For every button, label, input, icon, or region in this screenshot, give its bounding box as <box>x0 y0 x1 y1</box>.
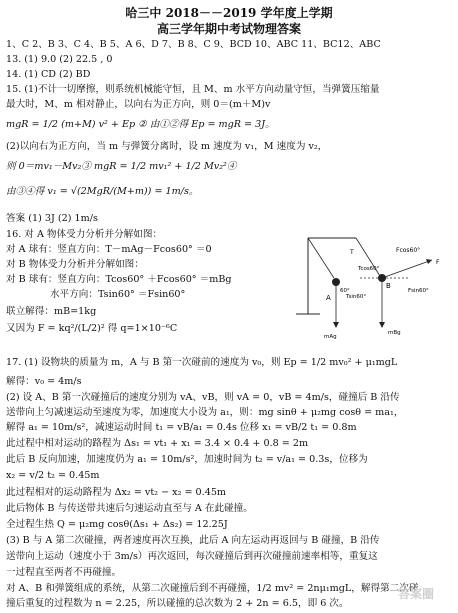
answer-line: 此过程中相对运动的路程为 Δs₁ = vt₁ + x₁ = 3.4 × 0.4 + 0.8 = 2m <box>6 438 309 449</box>
answer-line: 答案 (1) 3J (2) 1m/s <box>6 213 98 224</box>
answer-line: 则 0＝mv₁－Mv₂③ mgR = 1/2 mv₁² + 1/2 Mv₂²④ <box>6 161 237 172</box>
force-diagram <box>296 234 446 344</box>
answer-line: (2) 设 A、B 第一次碰撞后的速度分别为 vA、vB，则 vA = 0，vB = 4m/s，碰撞后 B 沿传 <box>6 392 400 403</box>
force-f-arrow <box>382 260 432 278</box>
label-f: F <box>436 259 440 266</box>
answer-line: 一过程直至两者不再碰撞。 <box>6 567 122 578</box>
answer-line: 14. (1) CD (2) BD <box>6 69 91 80</box>
label-t: T <box>350 249 354 256</box>
answer-line: 此过程相对的运动路程为 Δx₂ = vt₂ − x₂ = 0.45m <box>6 487 227 498</box>
watermark-text: 答案圈 <box>398 587 435 601</box>
answer-line: 此后 B 反向加速，加速度仍为 a₁ = 10m/s²，加速时间为 t₂ = v/a₁ = 0.3s，位移为 <box>6 454 368 465</box>
answer-line: 全过程生热 Q = μ₂mg cosθ(Δs₁ + Δs₂) = 12.25J <box>6 519 228 530</box>
label-mag: mAg <box>324 334 337 340</box>
answer-line: 解得 a₁ = 10m/s²，减速运动时间 t₁ = vB/a₁ = 0.4s 位移 x₁ = vB/2 t₁ = 0.8m <box>6 422 357 433</box>
answer-line: 对 A、B 和弹簧组成的系统，从第二次碰撞后到不再碰撞，1/2 mv² = 2nμ₁mgL，解得第二次碰 <box>6 583 419 594</box>
answer-line: 由③④得 v₁ = √(2MgR/(M+m)) = 1m/s。 <box>6 186 199 197</box>
arrowhead-icon <box>379 322 385 328</box>
label-a: A <box>326 294 331 302</box>
answer-line: 撞后重复的过程数为 n = 2.25，所以碰撞的总次数为 2 + 2n = 6.5，即 6 次。 <box>6 598 349 609</box>
answer-line: 最大时，M、m 相对静止，以向右为正方向，则 0＝(m＋M)v <box>6 99 271 110</box>
watermark-logo <box>396 579 452 607</box>
answer-line: 17. (1) 设物块的质量为 m，A 与 B 第一次碰前的速度为 v₀，则 Ep = 1/2 mv₀² + μ₁mgL <box>6 357 398 368</box>
answer-line: (3) B 与 A 第二次碰撞，两者速度再次互换，此后 A 向左运动再返回与 B 碰撞，B 沿传 <box>6 535 380 546</box>
answer-line: 联立解得：mB=1kg <box>6 306 97 317</box>
answer-line: x₂ = v/2 t₂ = 0.45m <box>6 470 100 481</box>
arrowhead-icon <box>333 322 339 328</box>
doc-title-exam: 高三学年期中考试物理答案 <box>156 22 301 36</box>
label-60: 60° <box>340 288 350 294</box>
answer-line: 此后物体 B 与传送带共速后匀速运动直至与 A 在此碰撞。 <box>6 503 253 514</box>
answer-line: 13. (1) 9.0 (2) 22.5 , 0 <box>6 54 113 65</box>
label-tsin: Tsin60° <box>346 294 367 300</box>
label-b: B <box>386 282 391 290</box>
doc-title-school: 哈三中 2018－－2019 学年度上学期 <box>125 6 333 20</box>
answer-line: 1、C 2、B 3、C 4、B 5、A 6、D 7、B 8、C 9、BCD 10、ABC 11、BC12、ABC <box>6 39 381 50</box>
label-tcos: Tcos60° <box>358 266 380 272</box>
answer-line: 又因为 F = kq²/(L/2)² 得 q=1×10⁻⁶C <box>6 323 178 334</box>
answer-line: 送带向上匀减速运动至速度为零，加速度大小设为 a₁，则：mg sinθ + μ₂mg cosθ = ma₁， <box>6 407 404 418</box>
answer-line: 16. 对 A 物体受力分析并分解如图： <box>6 229 163 240</box>
label-fcos: Fcos60° <box>396 247 421 254</box>
answer-line: 送带向上运动（速度小于 3m/s）再次返回，每次碰撞后到再次碰撞前速率相等，重复这 <box>6 551 378 562</box>
answer-line: mgR = 1/2 (m+M) v² + Ep ② 由①②得 Ep = mgR = 3J。 <box>6 119 275 130</box>
answer-line: 水平方向：Tsin60° ＝Fsin60° <box>50 289 186 300</box>
string-a <box>308 238 334 278</box>
label-mbg: mBg <box>388 330 401 336</box>
answer-line: 对 A 球有：竖直方向：T－mAg－Fcos60° ＝0 <box>6 244 212 255</box>
answer-line: 解得：v₀ = 4m/s <box>6 376 82 387</box>
answer-line: 对 B 球有：竖直方向：Tcos60° ＋Fcos60° ＝mBg <box>6 274 232 285</box>
label-fsin: Fsin60° <box>408 288 429 294</box>
answer-line: (2)以向右为正方向，当 m 与弹簧分离时，设 m 速度为 v₁，M 速度为 v₂， <box>6 141 328 152</box>
answer-line: 15. (1)不计一切摩擦，则系统机械能守恒，且 M、m 水平方向动量守恒，当弹簧压缩量 <box>6 84 380 95</box>
answer-line: 对 B 物体受力分析并分解如图： <box>6 259 144 270</box>
